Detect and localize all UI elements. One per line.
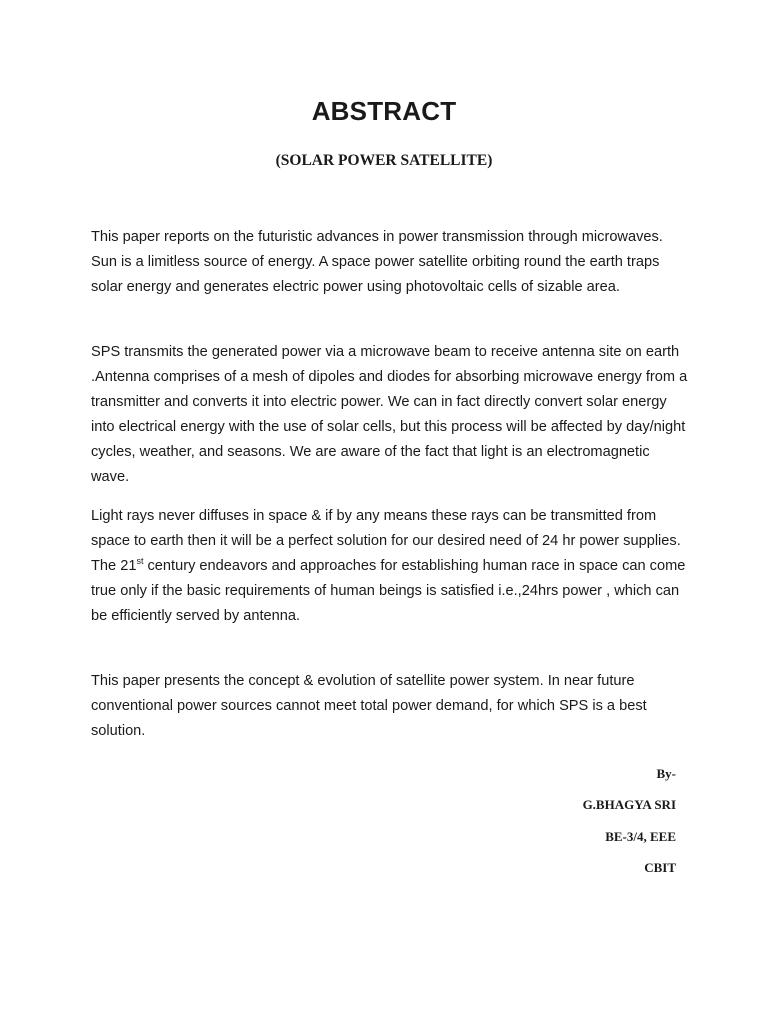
abstract-paragraph-2: SPS transmits the generated power via a microwave beam to receive antenna site on earth .Antenna comprises of a mesh of dipoles and diodes for absorbing microwave energy from a transmitter and converts it into electric power. We can in fact directly convert solar energy into electrical energy with the use of solar cells, but this process will be affected by day/night cycles, weather, and seasons. We are aware of the fact that light is an electromagnetic wave.: [91, 344, 688, 485]
author-department: BE-3/4, EEE: [605, 829, 676, 844]
abstract-paragraph-3: [91, 504, 691, 629]
ordinal-superscript: st: [136, 556, 144, 567]
page-title: ABSTRACT: [311, 96, 457, 126]
paragraph-3-text-end: century endeavors and approaches for establishing human race in space can come true only if the basic requirements of human beings is satisfied i.e.,24hrs power , which can be efficiently served by antenna.: [91, 558, 686, 624]
author-name: G.BHAGYA SRI: [582, 797, 676, 812]
author-institution: CBIT: [644, 860, 676, 875]
signature-by-label: By-: [656, 766, 676, 781]
page-subtitle: (SOLAR POWER SATELLITE): [275, 152, 493, 169]
abstract-paragraph-4: This paper presents the concept & evolution of satellite power system. In near future conventional power sources cannot meet total power demand, for which SPS is a best solution.: [91, 673, 647, 739]
paragraph-3-text-start: Light rays never diffuses in space & if by any means these rays can be transmitted from space to earth then it will be a perfect solution for our desired need of 24 hr power supplies. The 21: [91, 508, 681, 574]
abstract-paragraph-1: This paper reports on the futuristic advances in power transmission through microwaves. Sun is a limitless source of energy. A space power satellite orbiting round the earth traps solar energy and generates electric power using photovoltaic cells of sizable area.: [91, 229, 663, 295]
